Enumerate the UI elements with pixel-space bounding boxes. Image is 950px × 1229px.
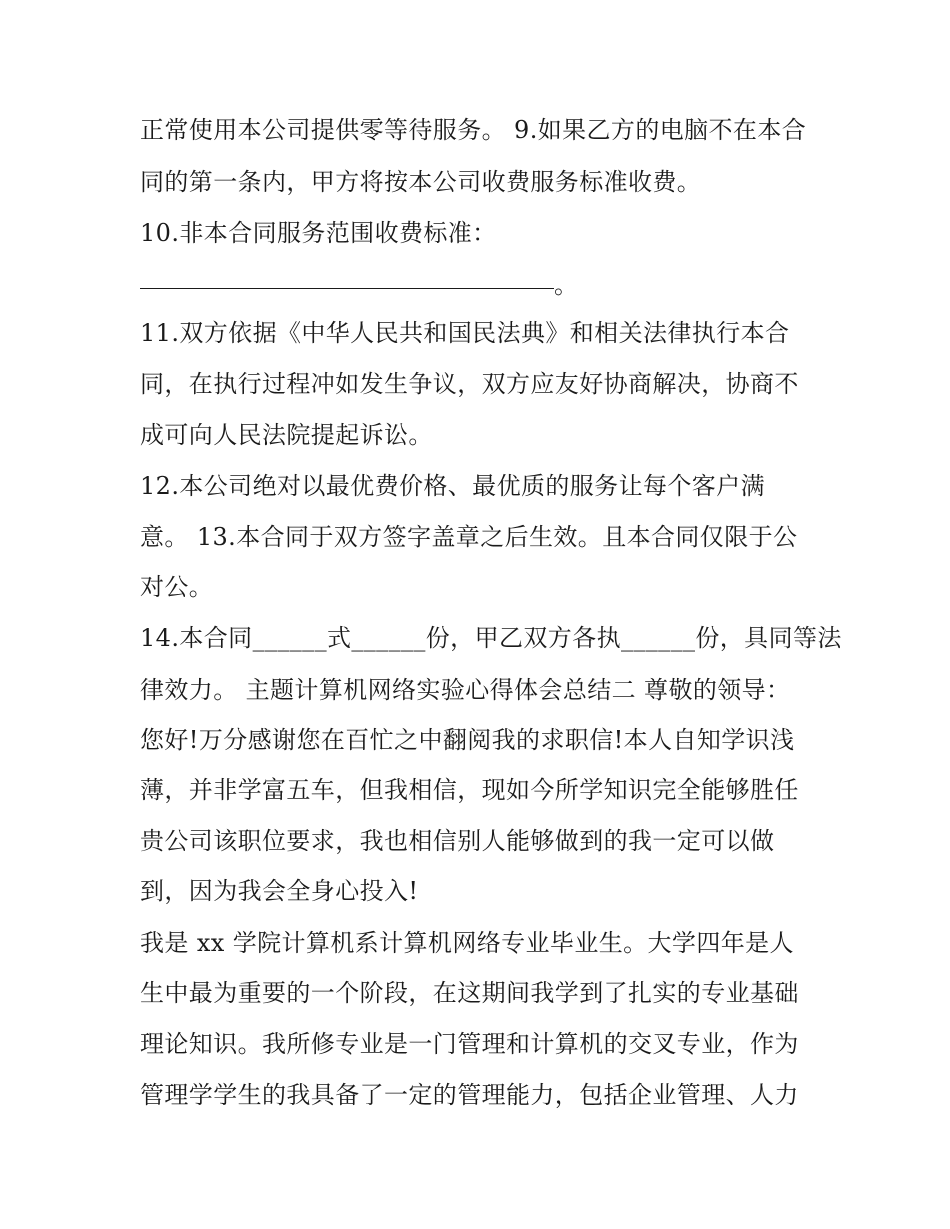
text-line: 10.非本合同服务范围收费标准： [140,219,497,247]
text-line: 12.本公司绝对以最优费价格、最优质的服务让每个客户满 [140,472,765,500]
text-line: 。 [554,271,579,299]
blank-fill-line [140,288,554,289]
text-line: 到，因为我会全身心投入! [140,877,419,905]
text-line: 您好!万分感谢您在百忙之中翻阅我的求职信!本人自知学识浅 [140,726,795,754]
text-line: 律效力。 主题计算机网络实验心得体会总结二 尊敬的领导： [140,676,791,704]
text-line: 薄，并非学富五车，但我相信，现如今所学知识完全能够胜任 [140,776,799,804]
text-line: 同，在执行过程冲如发生争议，双方应友好协商解决，协商不 [140,370,799,398]
text-line: 对公。 [140,573,214,601]
text-line: 生中最为重要的一个阶段，在这期间我学到了扎实的专业基础 [140,979,799,1007]
text-line: 意。 13.本合同于双方签字盖章之后生效。且本合同仅限于公 [140,523,798,551]
text-line: 14.本合同______式______份，甲乙双方各执______份，具同等法 [140,624,842,652]
text-line: 成可向人民法院提起诉讼。 [140,421,433,449]
text-line: 同的第一条内，甲方将按本公司收费服务标准收费。 [140,168,702,196]
text-line: 正常使用本公司提供零等待服务。 9.如果乙方的电脑不在本合 [140,116,807,144]
text-line: 管理学学生的我具备了一定的管理能力，包括企业管理、人力 [140,1081,799,1109]
text-line: 理论知识。我所修专业是一门管理和计算机的交叉专业，作为 [140,1030,799,1058]
text-line: 我是 xx 学院计算机系计算机网络专业毕业生。大学四年是人 [140,929,794,957]
text-line: 贵公司该职位要求，我也相信别人能够做到的我一定可以做 [140,827,775,855]
text-line: 11.双方依据《中华人民共和国民法典》和相关法律执行本合 [140,319,790,347]
